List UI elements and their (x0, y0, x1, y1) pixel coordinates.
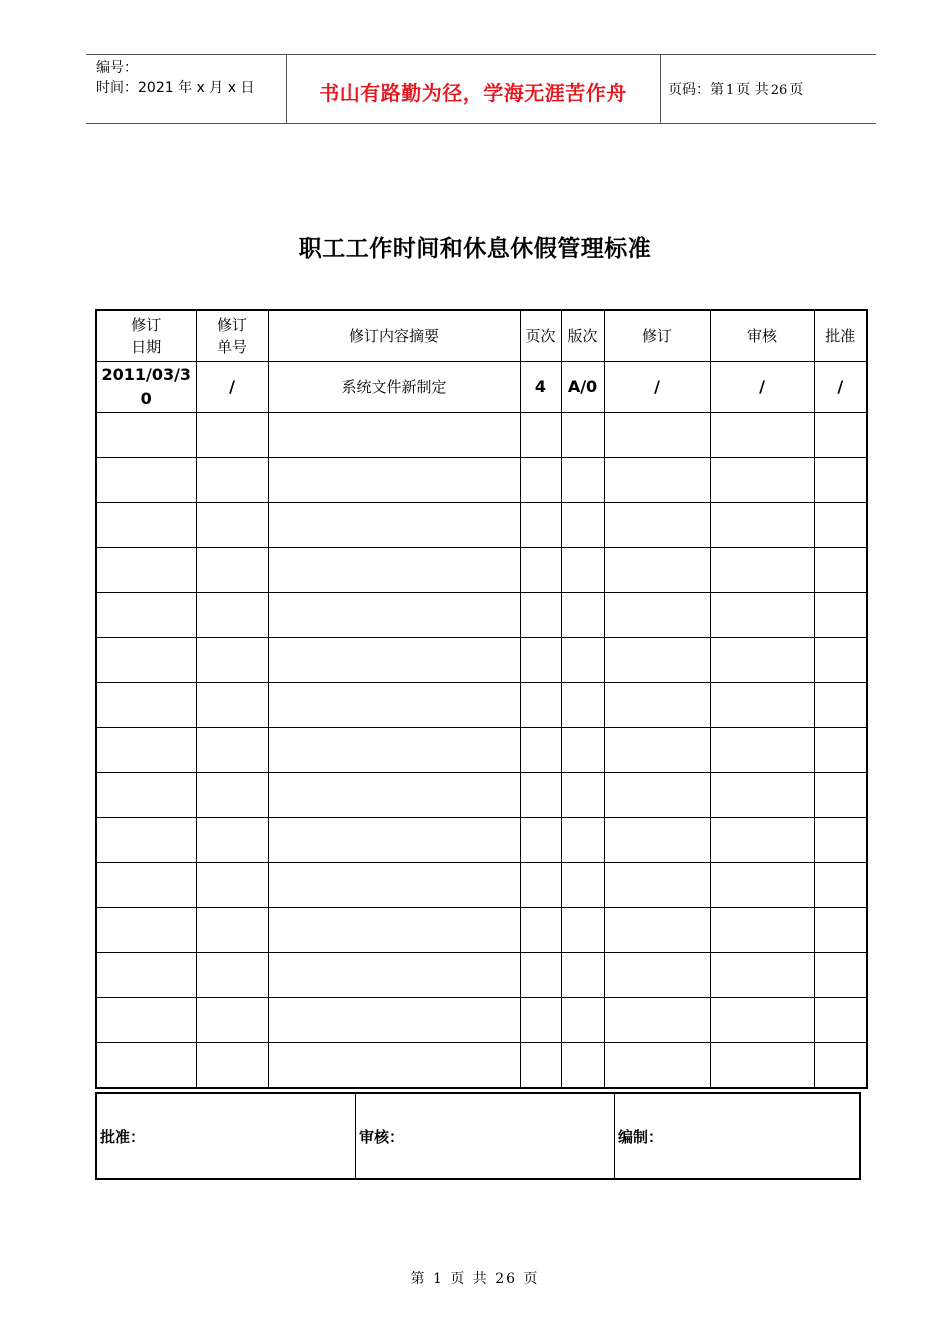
table-row-empty (96, 863, 867, 908)
table-cell-empty (710, 1043, 814, 1089)
table-cell-empty (710, 728, 814, 773)
header-date: 修订 日期 (96, 310, 196, 362)
table-row-empty (96, 728, 867, 773)
table-cell-empty (268, 458, 520, 503)
cell-order-no: / (196, 362, 268, 413)
table-cell-empty (96, 458, 196, 503)
header-version: 版次 (561, 310, 604, 362)
header-meta (96, 58, 254, 98)
document-title: 职工工作时间和休息休假管理标准 (298, 236, 652, 262)
table-cell-empty (520, 548, 561, 593)
table-cell-empty (561, 413, 604, 458)
table-cell-empty (268, 998, 520, 1043)
table-cell-empty (196, 503, 268, 548)
header-number-label: 编号： (96, 60, 138, 76)
table-cell-empty (268, 593, 520, 638)
approve-signature: 批准： (97, 1094, 356, 1178)
table-cell-empty (96, 593, 196, 638)
table-cell-empty (268, 638, 520, 683)
table-cell-empty (561, 458, 604, 503)
table-cell-empty (604, 773, 710, 818)
table-cell-empty (196, 638, 268, 683)
table-cell-empty (520, 1043, 561, 1089)
cell-reviewed-by: / (710, 362, 814, 413)
table-cell-empty (814, 863, 867, 908)
page-suffix: 页 (789, 82, 804, 98)
table-cell-empty (520, 953, 561, 998)
page-prefix: 页码：第 (668, 82, 724, 98)
table-cell-empty (96, 998, 196, 1043)
table-cell-empty (814, 908, 867, 953)
table-cell-empty (814, 458, 867, 503)
table-cell-empty (814, 638, 867, 683)
table-cell-empty (268, 773, 520, 818)
cell-approved-by: / (814, 362, 867, 413)
table-cell-empty (196, 548, 268, 593)
table-cell-empty (561, 1043, 604, 1089)
table-cell-empty (520, 638, 561, 683)
table-cell-empty (814, 683, 867, 728)
table-cell-empty (561, 953, 604, 998)
table-cell-empty (710, 638, 814, 683)
table-header-row (96, 310, 867, 362)
table-cell-empty (96, 953, 196, 998)
table-cell-empty (268, 413, 520, 458)
table-cell-empty (520, 593, 561, 638)
table-cell-empty (814, 503, 867, 548)
table-cell-empty (604, 728, 710, 773)
table-cell-empty (96, 773, 196, 818)
table-cell-empty (520, 818, 561, 863)
table-cell-empty (604, 863, 710, 908)
table-cell-empty (814, 728, 867, 773)
table-cell-empty (604, 593, 710, 638)
table-cell-empty (520, 413, 561, 458)
table-row-empty (96, 548, 867, 593)
table-cell-empty (814, 953, 867, 998)
table-cell-empty (268, 548, 520, 593)
table-cell-empty (196, 1043, 268, 1089)
table-cell-empty (561, 998, 604, 1043)
table-cell-empty (520, 773, 561, 818)
header-pages: 页次 (520, 310, 561, 362)
table-cell-empty (96, 1043, 196, 1089)
cell-version: A/0 (561, 362, 604, 413)
table-row-empty (96, 908, 867, 953)
table-cell-empty (561, 728, 604, 773)
table-cell-empty (196, 773, 268, 818)
cell-pages: 4 (520, 362, 561, 413)
cell-revised-by: / (604, 362, 710, 413)
table-row-empty (96, 638, 867, 683)
page-current: 1 (726, 83, 735, 98)
header-divider (660, 55, 661, 123)
table-cell-empty (268, 863, 520, 908)
table-cell-empty (561, 683, 604, 728)
document-header (86, 54, 876, 124)
table-cell-empty (196, 413, 268, 458)
table-cell-empty (520, 908, 561, 953)
table-cell-empty (604, 503, 710, 548)
table-cell-empty (710, 773, 814, 818)
header-summary: 修订内容摘要 (268, 310, 520, 362)
table-cell-empty (604, 1043, 710, 1089)
table-cell-empty (196, 593, 268, 638)
table-cell-empty (561, 593, 604, 638)
table-cell-empty (814, 593, 867, 638)
table-cell-empty (96, 638, 196, 683)
table-cell-empty (710, 503, 814, 548)
table-cell-empty (604, 953, 710, 998)
cell-date: 2011/03/30 (96, 362, 196, 413)
table-row-empty (96, 413, 867, 458)
table-cell-empty (561, 503, 604, 548)
table-cell-empty (96, 548, 196, 593)
table-cell-empty (814, 413, 867, 458)
table-cell-empty (561, 908, 604, 953)
header-motto: 书山有路勤为径，学海无涯苦作舟 (319, 81, 627, 105)
table-cell-empty (196, 998, 268, 1043)
table-cell-empty (96, 818, 196, 863)
table-cell-empty (520, 458, 561, 503)
table-cell-empty (604, 413, 710, 458)
table-row-empty (96, 458, 867, 503)
table-cell-empty (710, 998, 814, 1043)
table-cell-empty (814, 548, 867, 593)
table-cell-empty (196, 728, 268, 773)
table-cell-empty (604, 638, 710, 683)
table-cell-empty (196, 458, 268, 503)
signature-block (95, 1092, 861, 1180)
table-row-empty (96, 998, 867, 1043)
table-cell-empty (268, 1043, 520, 1089)
table-cell-empty (196, 908, 268, 953)
table-cell-empty (710, 818, 814, 863)
table-cell-empty (814, 818, 867, 863)
table-row-empty (96, 683, 867, 728)
table-cell-empty (268, 728, 520, 773)
table-cell-empty (710, 908, 814, 953)
table-cell-empty (604, 998, 710, 1043)
table-cell-empty (814, 1043, 867, 1089)
table-cell-empty (710, 548, 814, 593)
table-cell-empty (710, 863, 814, 908)
table-row-empty (96, 773, 867, 818)
table-cell-empty (710, 413, 814, 458)
table-cell-empty (604, 458, 710, 503)
table-cell-empty (196, 953, 268, 998)
table-cell-empty (604, 548, 710, 593)
table-row-empty (96, 1043, 867, 1089)
table-cell-empty (520, 863, 561, 908)
compile-signature: 编制： (618, 1127, 664, 1146)
header-approved-by: 批准 (814, 310, 867, 362)
table-cell-empty (96, 908, 196, 953)
review-signature: 审核： (356, 1094, 615, 1178)
table-cell-empty (561, 638, 604, 683)
table-cell-empty (268, 953, 520, 998)
header-reviewed-by: 审核 (710, 310, 814, 362)
table-cell-empty (96, 863, 196, 908)
table-cell-empty (814, 998, 867, 1043)
table-cell-empty (96, 413, 196, 458)
table-cell-empty (520, 728, 561, 773)
table-cell-empty (710, 683, 814, 728)
table-cell-empty (96, 503, 196, 548)
table-cell-empty (814, 773, 867, 818)
page-mid: 页 共 (736, 82, 769, 98)
table-row-empty (96, 818, 867, 863)
table-cell-empty (561, 863, 604, 908)
table-cell-empty (96, 683, 196, 728)
table-cell-empty (710, 458, 814, 503)
table-cell-empty (561, 818, 604, 863)
table-cell-empty (268, 503, 520, 548)
revision-table (95, 309, 868, 1089)
table-cell-empty (520, 683, 561, 728)
table-cell-empty (710, 953, 814, 998)
page-footer: 第 1 页 共 26 页 (410, 1271, 540, 1287)
table-cell-empty (268, 908, 520, 953)
header-time-label: 时间：2021 年 x 月 x 日 (96, 80, 255, 96)
table-row-empty (96, 503, 867, 548)
cell-summary: 系统文件新制定 (268, 362, 520, 413)
header-revised-by: 修订 (604, 310, 710, 362)
table-cell-empty (561, 773, 604, 818)
table-cell-empty (604, 683, 710, 728)
table-cell-empty (196, 683, 268, 728)
table-cell-empty (196, 818, 268, 863)
table-cell-empty (710, 593, 814, 638)
table-cell-empty (561, 548, 604, 593)
table-cell-empty (268, 818, 520, 863)
table-cell-empty (604, 818, 710, 863)
table-cell-empty (520, 998, 561, 1043)
table-cell-empty (196, 863, 268, 908)
table-cell-empty (96, 728, 196, 773)
table-cell-empty (604, 908, 710, 953)
page-total: 26 (770, 83, 788, 98)
table-row-empty (96, 953, 867, 998)
header-page-indicator (668, 79, 803, 99)
header-order-no: 修订 单号 (196, 310, 268, 362)
table-row (96, 362, 867, 413)
table-cell-empty (520, 503, 561, 548)
table-row-empty (96, 593, 867, 638)
table-cell-empty (268, 683, 520, 728)
